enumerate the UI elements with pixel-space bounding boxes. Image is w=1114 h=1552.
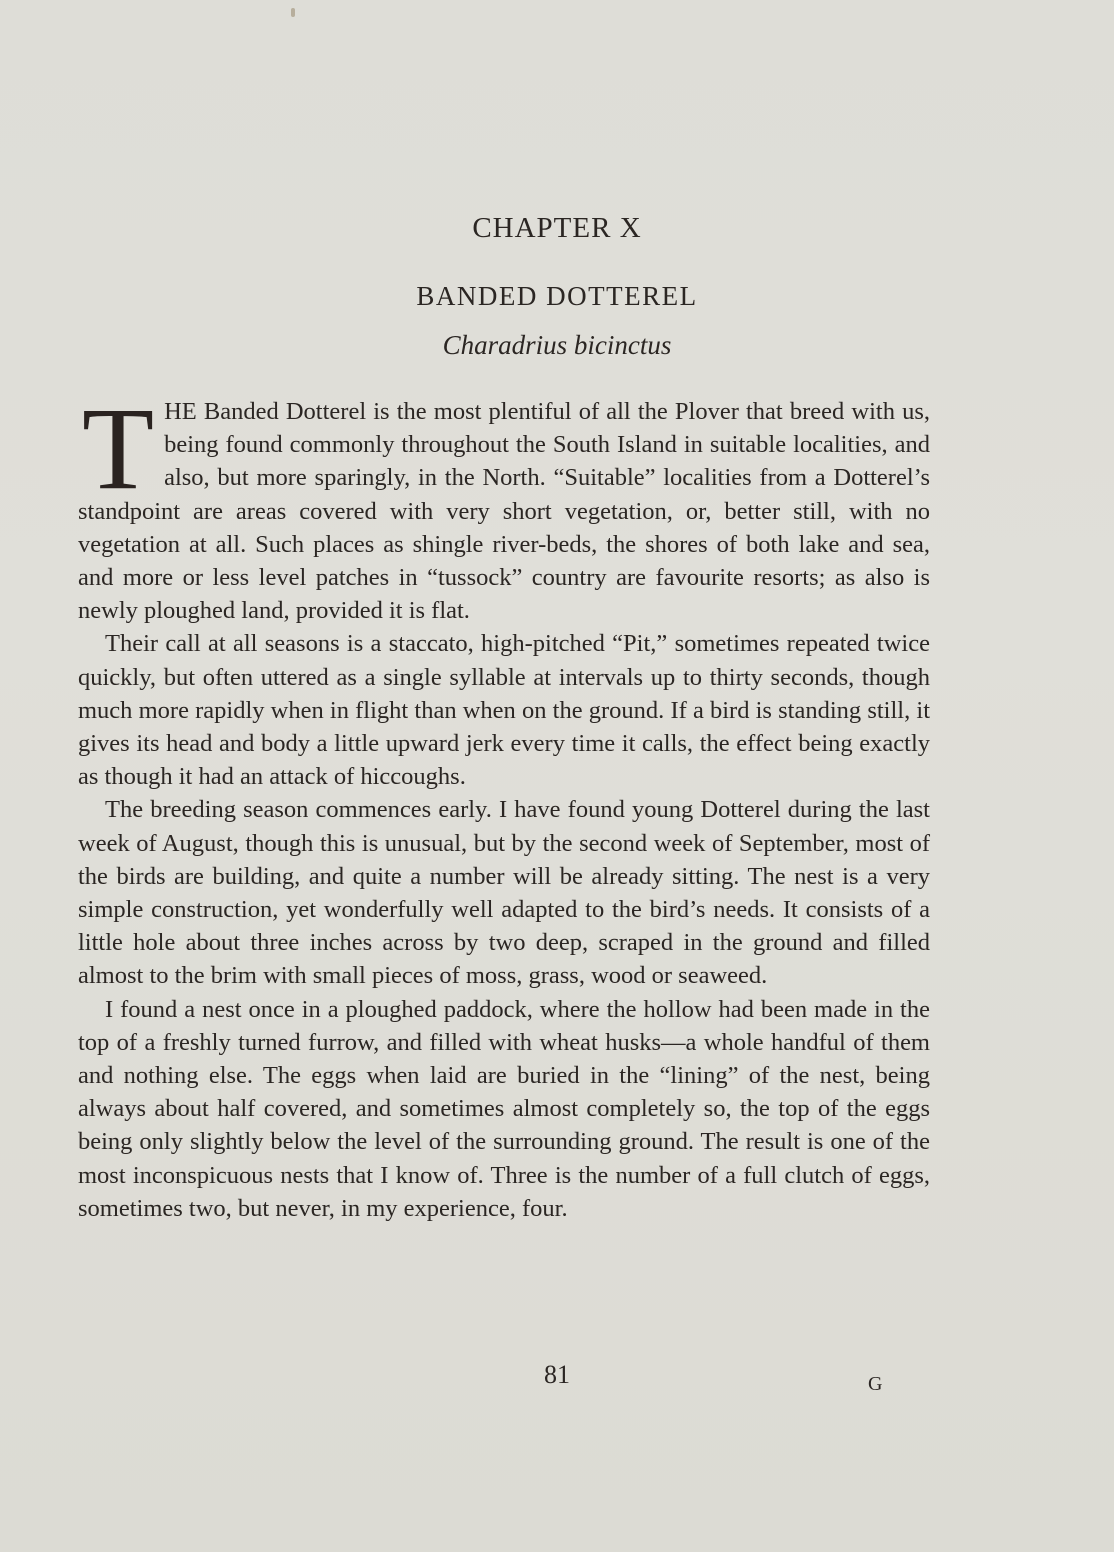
chapter-heading: CHAPTER X bbox=[472, 212, 642, 244]
scientific-name: Charadrius bicinctus bbox=[442, 330, 672, 360]
paragraph-1-text: HE Banded Dotterel is the most plentiful of all the Plover that breed with us, being found commonly throughout the South Island in suitable localities, and also, but more sparingly, in the North. “Suitable” localities from a Dotterel’s standpoint are areas covered with very short vegetation, or, better still, with no vegetation at all. Such places as shingle river-beds, the shores of both lake and sea, and more or less level patches in “tussock” country are favourite resorts; as also is newly ploughed land, provided it is flat. bbox=[78, 398, 930, 625]
drop-cap: T bbox=[82, 383, 155, 514]
body-text bbox=[78, 383, 930, 1225]
paragraph-2: Their call at all seasons is a staccato, high-pitched “Pit,” sometimes repeated twice quickly, but often uttered as a single syllable at intervals up to thirty seconds, though much more rapidly when in flight than when on the ground. If a bird is standing still, it gives its head and body a little upward jerk every time it calls, the effect being exactly as though it had an attack of hiccoughs. bbox=[78, 630, 930, 791]
signature-mark: G bbox=[868, 1373, 883, 1395]
paragraph-4: I found a nest once in a ploughed paddock, where the hollow had been made in the top of a freshly turned furrow, and filled with wheat husks—a whole handful of them and nothing else. The eggs when laid are buried in the “lining” of the nest, being always about half covered, and sometimes almost completely so, the top of the eggs being only slightly below the level of the surrounding ground. The result is one of the most inconspicuous nests that I know of. Three is the number of a full clutch of eggs, sometimes two, but never, in my experience, four. bbox=[78, 995, 930, 1222]
chapter-title: BANDED DOTTEREL bbox=[416, 281, 698, 311]
paragraph-3: The breeding season commences early. I have found young Dotterel during the last week of August, though this is unusual, but by the second week of September, most of the birds are building, and quite a number will be already sitting. The nest is a very simple construction, yet wonderfully well adapted to the bird’s needs. It consists of a little hole about three inches across by two deep, scraped in the ground and filled almost to the brim with small pieces of moss, grass, wood or seaweed. bbox=[78, 796, 930, 990]
page-number: 81 bbox=[544, 1360, 570, 1389]
paragraph-1 bbox=[78, 383, 930, 627]
paper-speck bbox=[291, 8, 295, 17]
